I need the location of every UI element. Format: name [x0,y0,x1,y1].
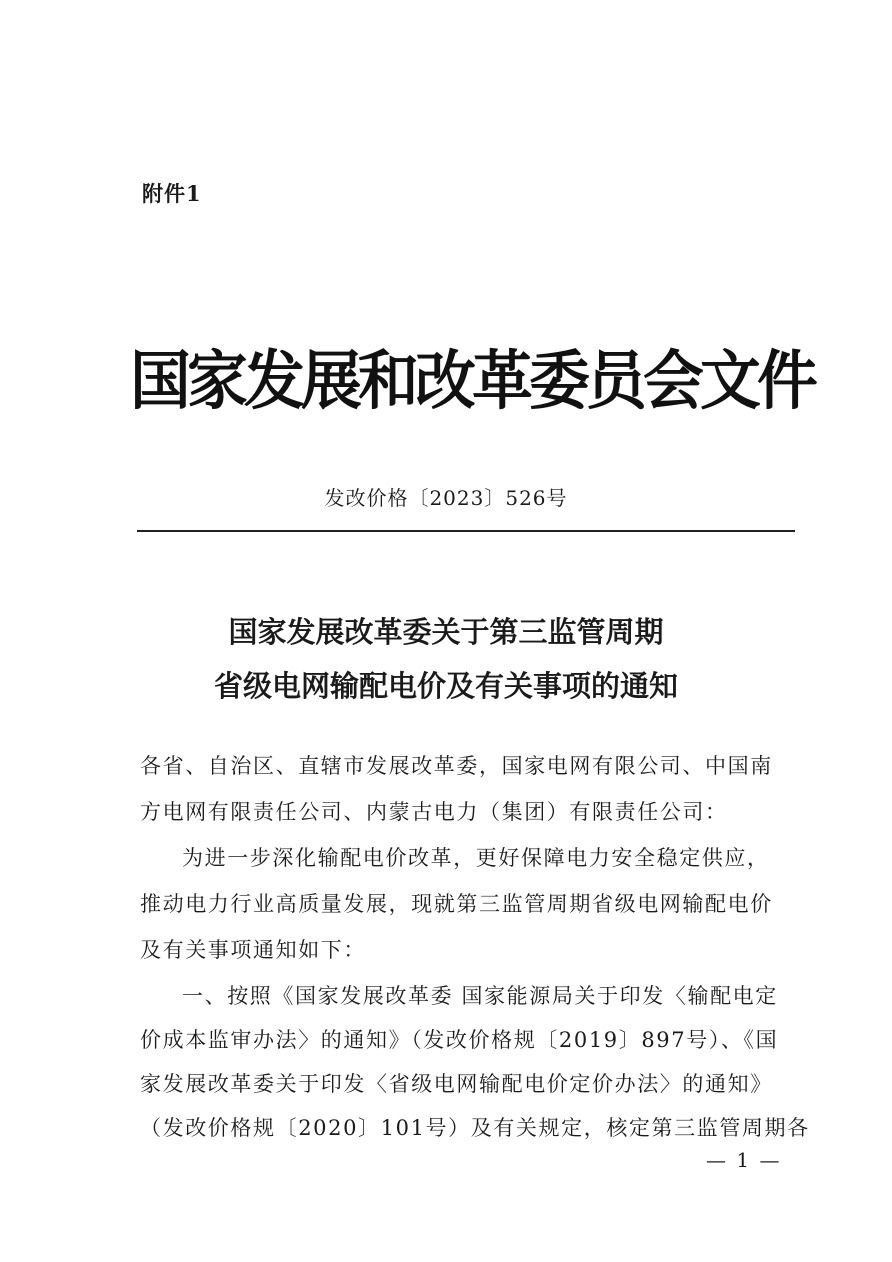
body-line-3: 为进一步深化输配电价改革，更好保障电力安全稳定供应， [182,846,770,870]
page-number: — 1 — [706,1148,782,1172]
body-line-6: 一、按照《国家发展改革委 国家能源局关于印发〈输配电定 [182,984,778,1008]
body-line-8: 家发展改革委关于印发〈省级电网输配电价定价办法〉的通知》 [140,1072,773,1096]
body-line-5: 及有关事项通知如下： [140,938,366,962]
notice-title-line-2: 省级电网输配电价及有关事项的通知 [213,669,678,703]
attachment-label: 附件1 [142,181,202,206]
body-line-7: 价成本监审办法〉的通知》（发改价格规〔2019〕897号）、《国 [140,1028,779,1052]
body-line-4: 推动电力行业高质量发展，现就第三监管周期省级电网输配电价 [140,892,773,916]
document-number: 发改价格〔2023〕526号 [324,486,568,510]
header-divider [137,530,795,532]
notice-title-line-1: 国家发展改革委关于第三监管周期 [228,615,664,649]
body-line-9: （发改价格规〔2020〕101号）及有关规定，核定第三监管周期各 [140,1116,810,1140]
masthead-title: 国家发展和改革委员会文件 [130,344,814,419]
body-line-1: 各省、自治区、直辖市发展改革委，国家电网有限公司、中国南 [140,754,773,778]
body-line-2: 方电网有限责任公司、内蒙古电力（集团）有限责任公司： [140,800,728,824]
